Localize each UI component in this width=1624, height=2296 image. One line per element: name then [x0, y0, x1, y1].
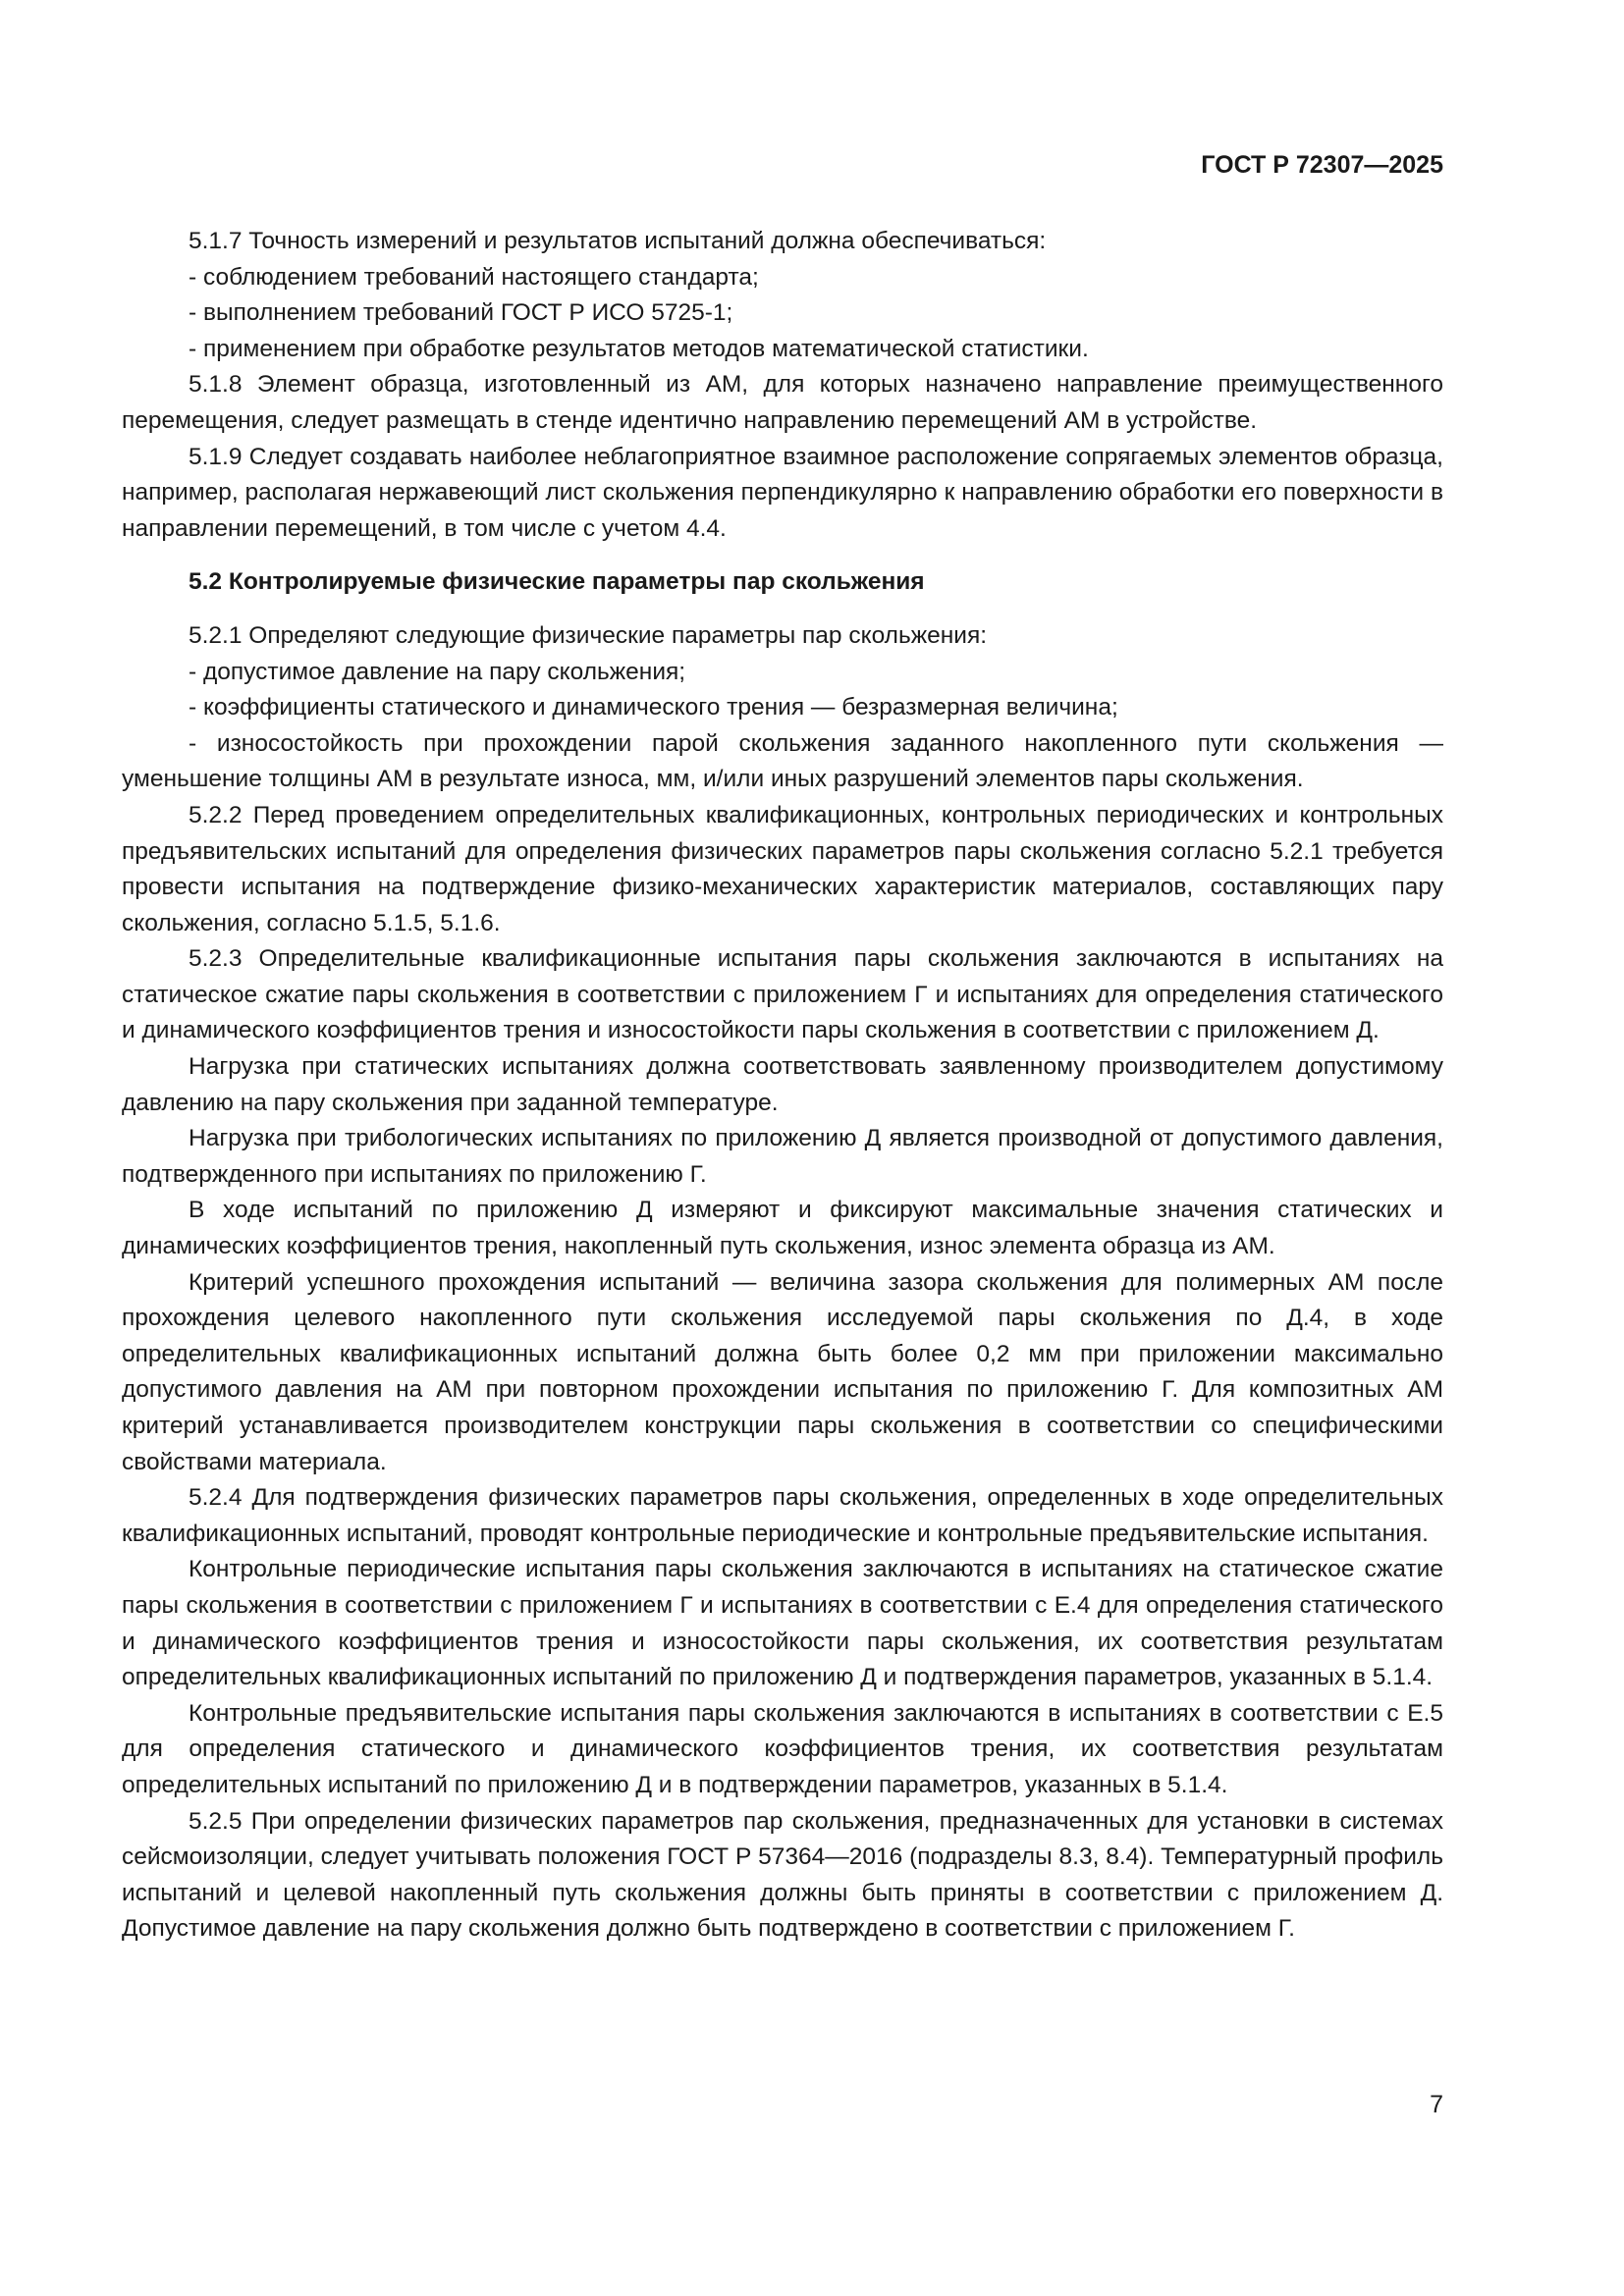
document-body — [122, 224, 1443, 1948]
clause-5-2-3: 5.2.3 Определительные квалификационные испытания пары скольжения заключаются в испытаниях на статическое сжатие пары скольжения в соответствии с приложением Г и испытаниях для определения статического и динамического коэффициентов трения и износостойкости пары скольжения в соответствии с приложением Д. — [122, 945, 1443, 1044]
clause-5-2-5: 5.2.5 При определении физических параметров пар скольжения, предназначенных для установки в системах сейсмоизоляции, следует учитывать положения ГОСТ Р 57364—2016 (подразделы 8.3, 8.4). Температурный профиль испытаний и целевой накопленный путь скольжения должны быть приняты в соответствии с приложением Д. Допустимое давление на пару скольжения должно быть подтверждено в соответствии с приложением Г. — [122, 1807, 1443, 1943]
clause-5-2-3-para-2: Нагрузка при статических испытаниях должна соответствовать заявленному производителем допустимому давлению на пару скольжения при заданной температуре. — [122, 1053, 1443, 1116]
clause-5-2-4: 5.2.4 Для подтверждения физических параметров пары скольжения, определенных в ходе определительных квалификационных испытаний, проводят контрольные периодические и контрольные предъявительские испытания. — [122, 1484, 1443, 1547]
clause-5-1-7-item-1: - соблюдением требований настоящего стандарта; — [189, 263, 759, 291]
clause-5-2-4-para-2: Контрольные периодические испытания пары скольжения заключаются в испытаниях на статическое сжатие пары скольжения в соответствии с приложением Г и испытаниях в соответствии с Е.4 для определения статического и динамического коэффициентов трения и износостойкости пары скольжения, их соответствия результатам определительных квалификационных испытаний по приложению Д и подтверждения параметров, указанных в 5.1.4. — [122, 1556, 1443, 1691]
clause-5-2-3-para-3: Нагрузка при трибологических испытаниях по приложению Д является производной от допустимого давления, подтвержденного при испытаниях по приложению Г. — [122, 1125, 1443, 1188]
clause-5-1-7-item-2: - выполнением требований ГОСТ Р ИСО 5725-1; — [189, 299, 733, 327]
section-heading-5-2: 5.2 Контролируемые физические параметры пар скольжения — [189, 568, 925, 596]
document-code: ГОСТ Р 72307—2025 — [1201, 151, 1443, 179]
clause-5-1-9: 5.1.9 Следует создавать наиболее неблагоприятное взаимное расположение сопрягаемых элементов образца, например, располагая нержавеющий лист скольжения перпендикулярно к направлению обработки его поверхности в направлении перемещений, в том числе с учетом 4.4. — [122, 443, 1443, 542]
clause-5-2-1-intro: 5.2.1 Определяют следующие физические параметры пар скольжения: — [189, 621, 988, 649]
clause-5-1-7-intro: 5.1.7 Точность измерений и результатов испытаний должна обеспечиваться: — [189, 228, 1047, 254]
page-number: 7 — [1430, 2091, 1443, 2118]
clause-5-2-1-item-1: - допустимое давление на пару скольжения; — [189, 658, 686, 685]
clause-5-1-7-item-3: - применением при обработке результатов методов математической статистики. — [189, 335, 1089, 362]
clause-5-2-3-para-4: В ходе испытаний по приложению Д измеряют и фиксируют максимальные значения статических и динамических коэффициентов трения, накопленный путь скольжения, износ элемента образца из АМ. — [122, 1197, 1443, 1260]
clause-5-1-8: 5.1.8 Элемент образца, изготовленный из АМ, для которых назначено направление преимущественного перемещения, следует размещать в стенде идентично направлению перемещений АМ в устройстве. — [122, 371, 1443, 434]
clause-5-2-2: 5.2.2 Перед проведением определительных квалификационных, контрольных периодических и контрольных предъявительских испытаний для определения физических параметров пары скольжения согласно 5.2.1 требуется провести испытания на подтверждение физико-механических характеристик материалов, составляющих пару скольжения, согласно 5.1.5, 5.1.6. — [122, 801, 1443, 936]
clause-5-2-4-para-3: Контрольные предъявительские испытания пары скольжения заключаются в испытаниях в соответствии с Е.5 для определения статического и динамического коэффициентов трения, их соответствия результатам определительных испытаний по приложению Д и в подтверждении параметров, указанных в 5.1.4. — [122, 1699, 1443, 1798]
clause-5-2-1-item-3: - износостойкость при прохождении парой скольжения заданного накопленного пути скольжения — уменьшение толщины АМ в результате износа, мм, и/или иных разрушений элементов пары скольжения. — [122, 729, 1443, 793]
clause-5-2-1-item-2: - коэффициенты статического и динамического трения — безразмерная величина; — [189, 694, 1118, 721]
clause-5-2-3-para-5: Критерий успешного прохождения испытаний — величина зазора скольжения для полимерных АМ после прохождения целевого накопленного пути скольжения исследуемой пары скольжения по Д.4, в ходе определительных квалификационных испытаний должна быть более 0,2 мм при приложении максимально допустимого давления на АМ при повторном прохождении испытания по приложению Г. Для композитных АМ критерий устанавливается производителем конструкции пары скольжения в соответствии со специфическими свойствами материала. — [122, 1268, 1443, 1475]
